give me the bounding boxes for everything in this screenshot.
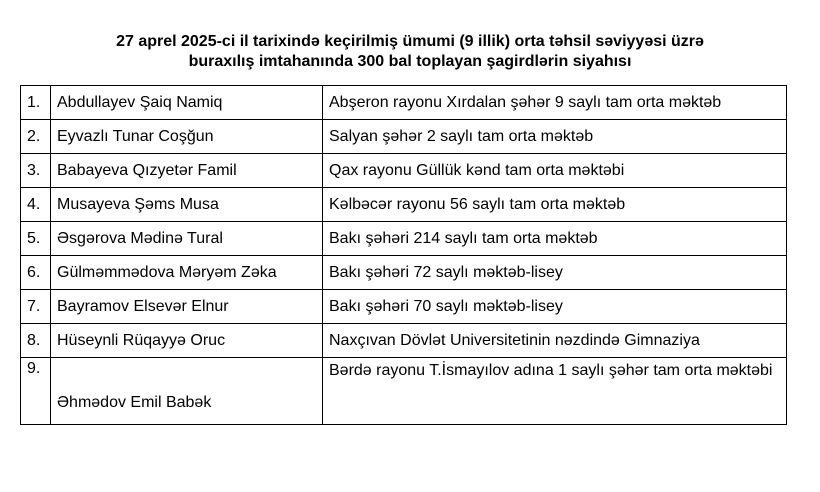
table-row bbox=[21, 256, 787, 290]
table-row bbox=[21, 86, 787, 120]
table-row bbox=[21, 188, 787, 222]
student-name: Abdullayev Şaiq Namiq bbox=[51, 86, 323, 120]
student-name: Babayeva Qızyetər Famil bbox=[51, 154, 323, 188]
table-row bbox=[21, 222, 787, 256]
students-table bbox=[20, 85, 787, 425]
student-name: Hüseynli Rüqayyə Oruc bbox=[51, 324, 323, 358]
school-name: Bərdə rayonu T.İsmayılov adına 1 saylı şəhər tam orta məktəbi bbox=[323, 358, 787, 425]
school-name: Bakı şəhəri 214 saylı tam orta məktəb bbox=[323, 222, 787, 256]
title-line-1: 27 aprel 2025-ci il tarixində keçirilmiş ümumi (9 illik) orta təhsil səviyyəsi üzrə bbox=[116, 33, 704, 50]
student-name: Eyvazlı Tunar Coşğun bbox=[51, 120, 323, 154]
student-name: Gülməmmədova Məryəm Zəka bbox=[51, 256, 323, 290]
student-name: Əhmədov Emil Babək bbox=[51, 358, 323, 425]
row-number: 7. bbox=[21, 290, 51, 324]
school-name: Bakı şəhəri 72 saylı məktəb-lisey bbox=[323, 256, 787, 290]
school-name: Naxçıvan Dövlət Universitetinin nəzdində Gimnaziya bbox=[323, 324, 787, 358]
row-number: 3. bbox=[21, 154, 51, 188]
row-number: 5. bbox=[21, 222, 51, 256]
row-number: 9. bbox=[21, 358, 51, 425]
row-number: 6. bbox=[21, 256, 51, 290]
document-title bbox=[0, 32, 820, 72]
table-row bbox=[21, 120, 787, 154]
school-name: Kəlbəcər rayonu 56 saylı tam orta məktəb bbox=[323, 188, 787, 222]
row-number: 1. bbox=[21, 86, 51, 120]
student-name: Bayramov Elsevər Elnur bbox=[51, 290, 323, 324]
school-name: Abşeron rayonu Xırdalan şəhər 9 saylı tam orta məktəb bbox=[323, 86, 787, 120]
row-number: 2. bbox=[21, 120, 51, 154]
table-row bbox=[21, 290, 787, 324]
table-row bbox=[21, 358, 787, 425]
table-row bbox=[21, 324, 787, 358]
school-name: Bakı şəhəri 70 saylı məktəb-lisey bbox=[323, 290, 787, 324]
row-number: 8. bbox=[21, 324, 51, 358]
school-name: Salyan şəhər 2 saylı tam orta məktəb bbox=[323, 120, 787, 154]
student-name: Musayeva Şəms Musa bbox=[51, 188, 323, 222]
student-name: Əsgərova Mədinə Tural bbox=[51, 222, 323, 256]
school-name: Qax rayonu Güllük kənd tam orta məktəbi bbox=[323, 154, 787, 188]
title-line-2: buraxılış imtahanında 300 bal toplayan şagirdlərin siyahısı bbox=[188, 53, 632, 70]
row-number: 4. bbox=[21, 188, 51, 222]
table-row bbox=[21, 154, 787, 188]
